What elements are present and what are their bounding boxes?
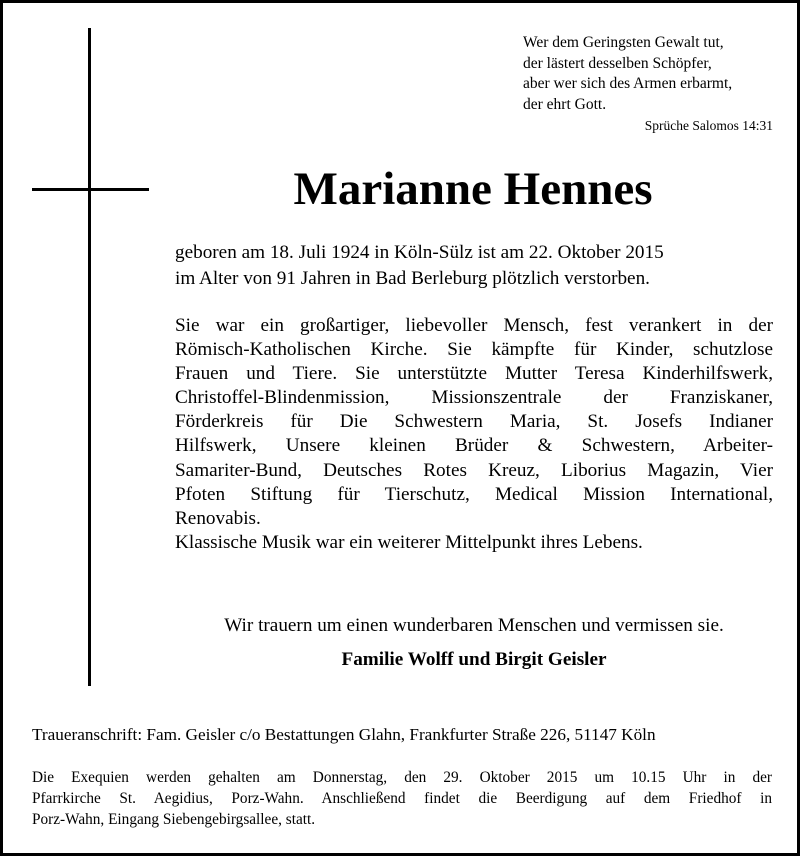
bio-line: Renovabis. [175, 507, 261, 529]
mourning-statement: Wir trauern um einen wunderbaren Menschen und vermissen sie. [224, 615, 724, 636]
funeral-line: Porz-Wahn, Eingang Siebengebirgsallee, statt. [32, 811, 316, 828]
cross-icon-horizontal-bar [32, 188, 149, 191]
birth-death-info [175, 240, 775, 291]
intro-line: im Alter von 91 Jahren in Bad Berleburg plötzlich verstorben. [175, 267, 650, 289]
bible-verse [523, 33, 771, 115]
bio-line: Christoffel-Blindenmission, Missionszentrale der Franziskaner, [175, 387, 773, 409]
bio-line: Samariter-Bund, Deutsches Rotes Kreuz, Liborius Magazin, Vier [175, 459, 773, 481]
cross-icon-vertical-bar [88, 28, 91, 686]
bio-line: Frauen und Tiere. Sie unterstützte Mutter Teresa Kinderhilfswerk, [175, 363, 773, 385]
deceased-name: Marianne Hennes [293, 163, 653, 215]
verse-line: der lästert desselben Schöpfer, [523, 54, 712, 72]
bio-line: Sie war ein großartiger, liebevoller Mensch, fest verankert in der [175, 315, 773, 336]
bio-line: Förderkreis für Die Schwestern Maria, St. Josefs Indianer [175, 411, 773, 433]
bio-line: Klassische Musik war ein weiterer Mittelpunkt ihres Lebens. [175, 531, 643, 553]
funeral-details [32, 767, 772, 830]
bio-line: Römisch-Katholischen Kirche. Sie kämpfte für Kinder, schutzlose [175, 339, 773, 361]
biography-paragraph [175, 314, 773, 555]
condolence-address: Traueranschrift: Fam. Geisler c/o Bestattungen Glahn, Frankfurter Straße 226, 51147 Köln [32, 725, 656, 744]
verse-line: Wer dem Geringsten Gewalt tut, [523, 34, 724, 51]
intro-line: geboren am 18. Juli 1924 in Köln-Sülz ist am 22. Oktober 2015 [175, 242, 664, 263]
verse-reference: Sprüche Salomos 14:31 [644, 118, 773, 133]
family-signature: Familie Wolff und Birgit Geisler [341, 649, 607, 670]
bio-line: Hilfswerk, Unsere kleinen Brüder & Schwestern, Arbeiter- [175, 435, 773, 457]
funeral-line: Pfarrkirche St. Aegidius, Porz-Wahn. Anschließend findet die Beerdigung auf dem Friedhof in [32, 790, 772, 807]
funeral-line: Die Exequien werden gehalten am Donnerstag, den 29. Oktober 2015 um 10.15 Uhr in der [32, 769, 772, 786]
verse-line: der ehrt Gott. [523, 95, 607, 113]
bio-line: Pfoten Stiftung für Tierschutz, Medical Mission International, [175, 483, 773, 505]
verse-line: aber wer sich des Armen erbarmt, [523, 75, 733, 92]
